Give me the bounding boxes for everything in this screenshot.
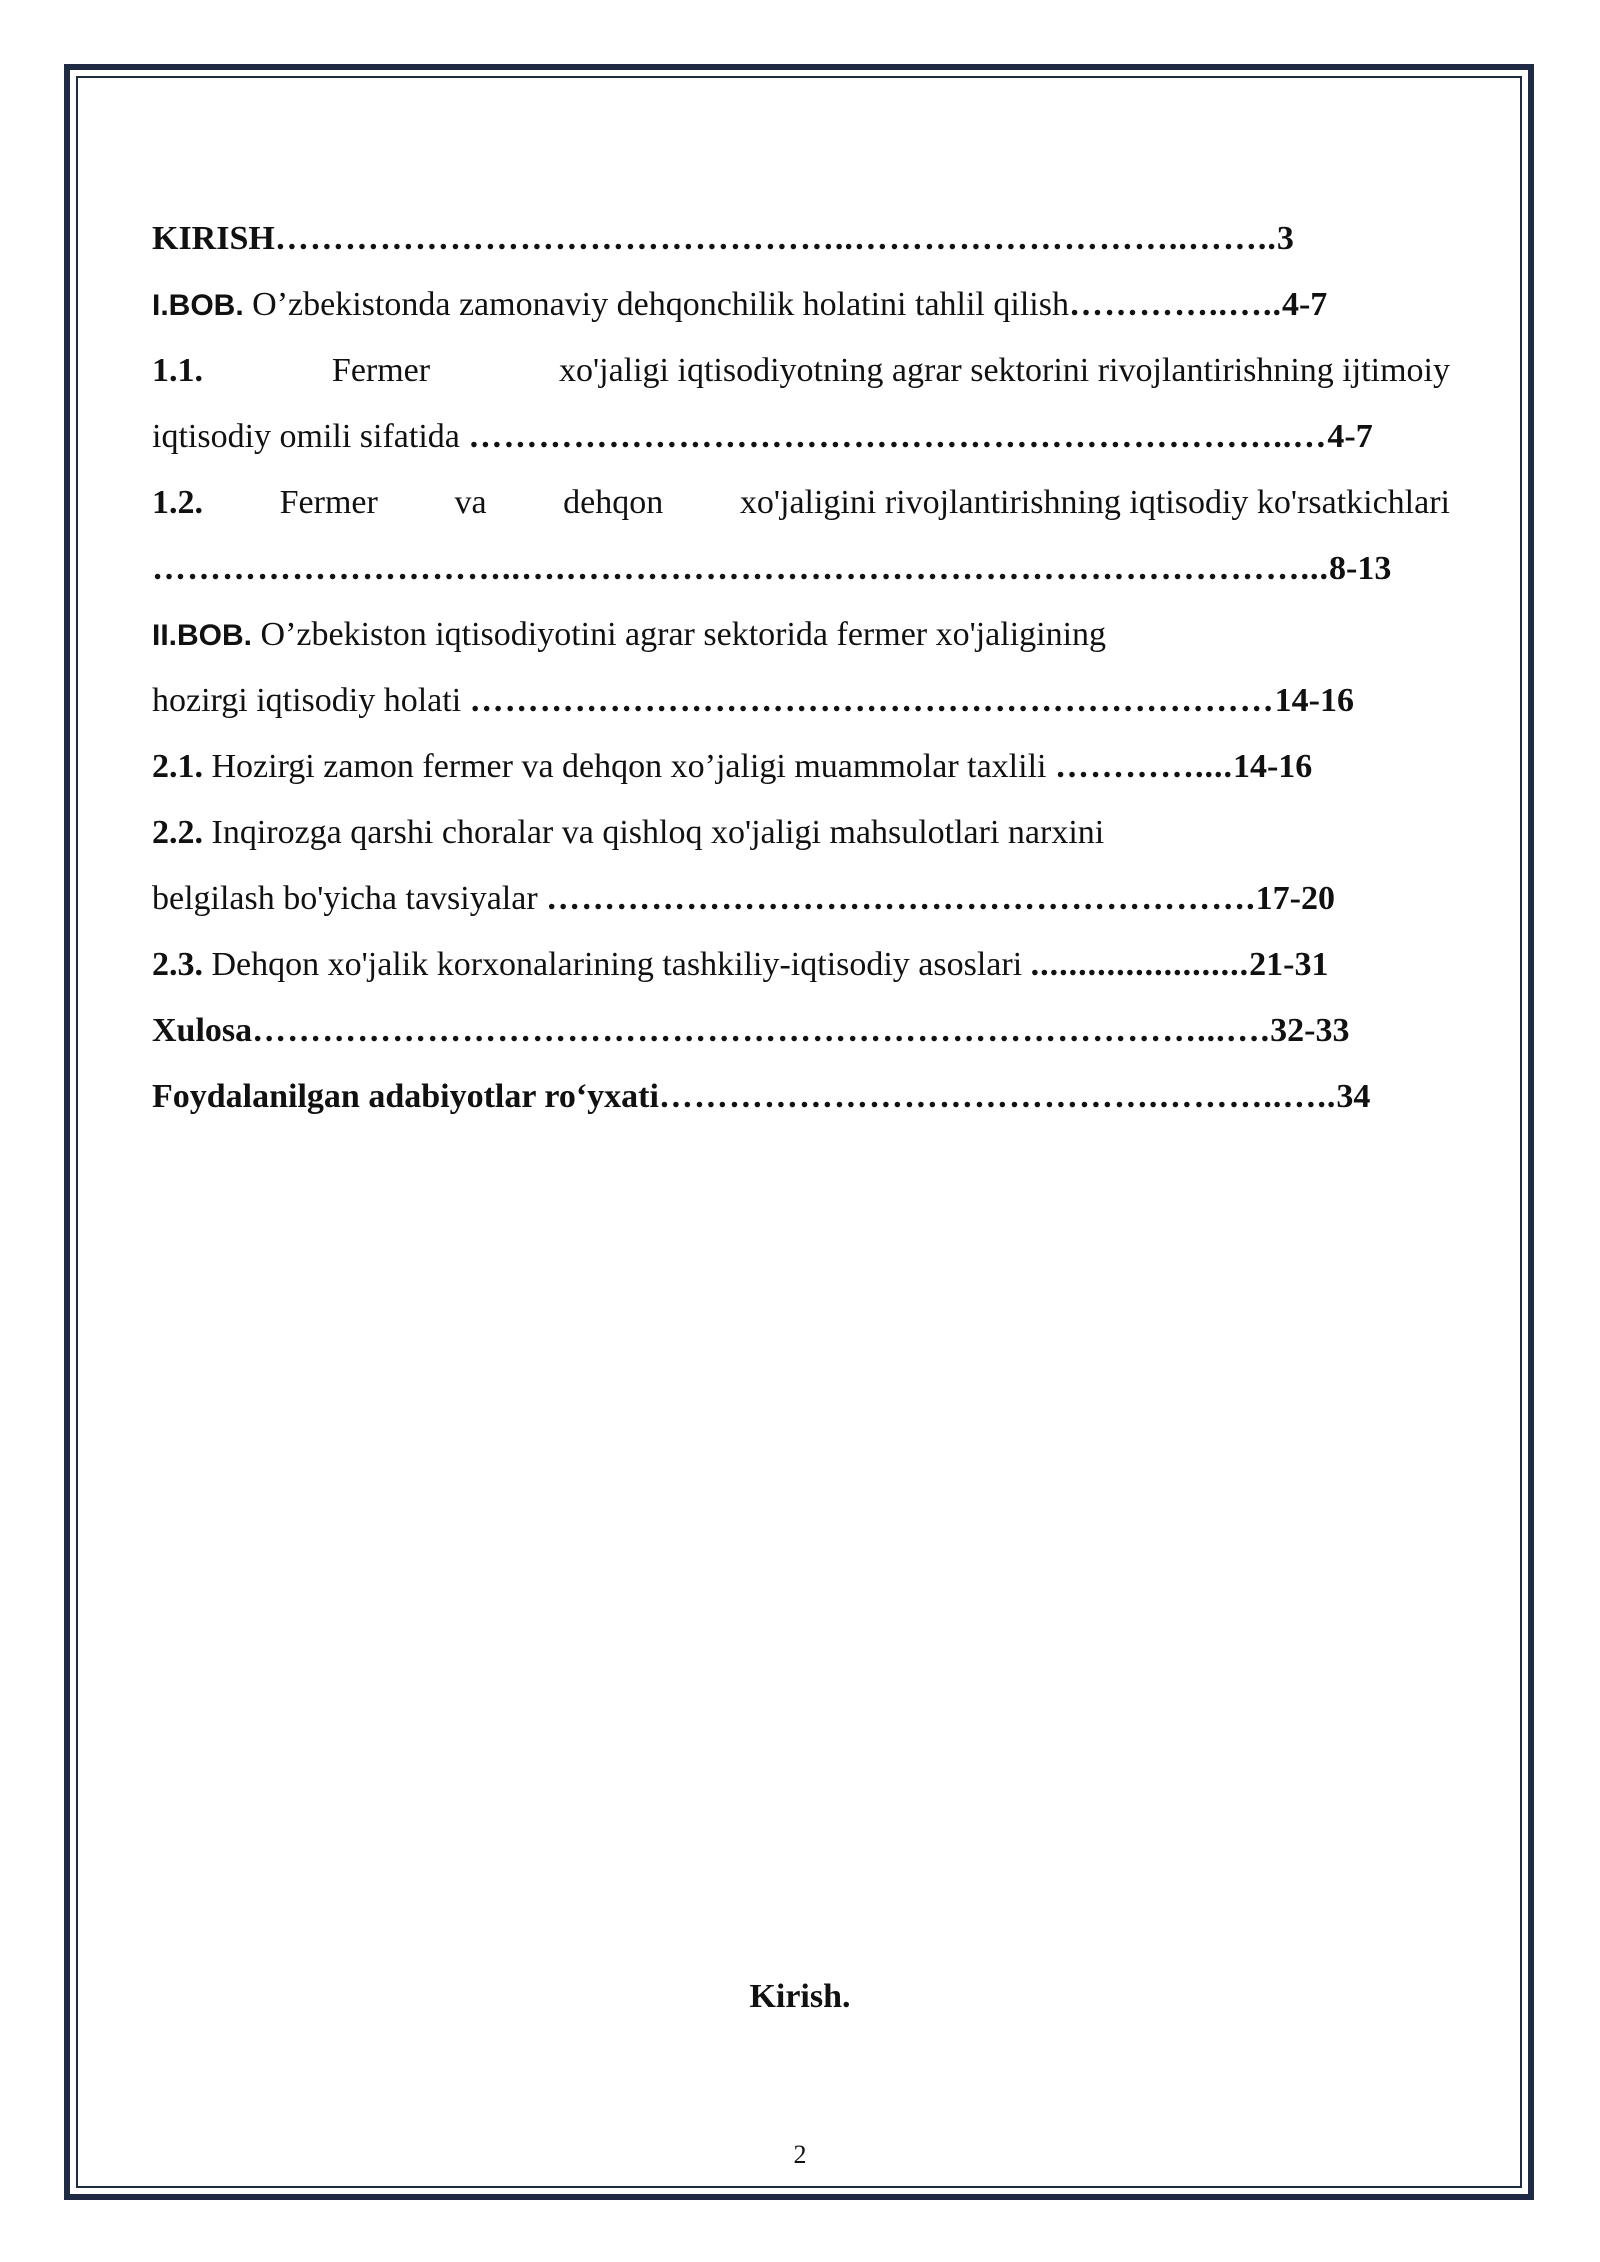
section-heading: Kirish.: [749, 1978, 851, 2015]
toc-page: 4-7: [1327, 418, 1373, 455]
toc-entry-1-1-line1: [152, 354, 1450, 388]
toc-title: hozirgi iqtisodiy holati: [152, 682, 470, 719]
toc-title-word: xo'jaligi iqtisodiyotning agrar sektorini rivojlantirishning ijtimoiy: [559, 352, 1450, 389]
toc-title-word: xo'jaligini rivojlantirishning iqtisodiy ko'rsatkichlari: [739, 484, 1450, 521]
toc-entry-xulosa: [152, 1014, 1450, 1048]
toc-title-word: dehqon: [563, 484, 664, 521]
toc-title-word: Fermer: [331, 352, 431, 389]
page-border-inner: [76, 76, 1522, 2188]
toc-dots: …………………………………….………..…..: [658, 1078, 1337, 1115]
toc-dots: ………………………………………………………………………...….: [252, 1012, 1271, 1049]
toc-page: 34: [1336, 1078, 1371, 1115]
toc-entry-1-2-line2: [152, 552, 1450, 586]
toc-dots: …………....: [1054, 748, 1233, 785]
toc-dots: ……………………………………………………………: [469, 682, 1275, 719]
toc-entry-2-3: [152, 948, 1450, 982]
toc-dots: .......................: [1030, 946, 1250, 983]
toc-dots: ……………………………………………………………..…: [468, 418, 1328, 455]
toc-label: Foydalanilgan adabiyotlar ro‘yxati: [152, 1078, 659, 1115]
toc-title: Inqirozga qarshi choralar va qishloq xo'jaligi mahsulotlari narxini: [203, 814, 1105, 851]
toc-entry-bob2-line2: [152, 684, 1450, 718]
toc-title: Dehqon xo'jalik korxonalarining tashkiliy-iqtisodiy asoslari: [203, 946, 1031, 983]
toc-page: 14-16: [1274, 682, 1354, 719]
toc-title: O’zbekistonda zamonaviy dehqonchilik holatini tahlil qilish: [243, 286, 1069, 323]
toc-section-number: 1.1.: [152, 352, 203, 389]
toc-page: 4-7: [1281, 286, 1328, 323]
toc-dots: …………..…..: [1068, 286, 1282, 323]
toc-entry-kirish: [152, 222, 1450, 256]
toc-dots: …………………………………………..………………………..……..: [274, 220, 1277, 257]
toc-title-word: va: [454, 484, 487, 521]
toc-page: 3: [1276, 220, 1294, 257]
toc-label: KIRISH: [152, 220, 275, 257]
toc-chapter-prefix: I.BOB.: [152, 289, 244, 322]
page-number: 2: [793, 2140, 807, 2169]
toc-section-number: 2.1.: [152, 748, 203, 785]
toc-dots: …………………………………………………….: [546, 880, 1256, 917]
toc-title: O’zbekiston iqtisodiyotini agrar sektorida fermer xo'jaligining: [252, 616, 1107, 653]
toc-page: 8-13: [1329, 550, 1392, 587]
toc-page: 21-31: [1249, 946, 1329, 983]
toc-section-number: 2.3.: [152, 946, 203, 983]
toc-chapter-prefix: II.BOB.: [152, 619, 253, 652]
toc-section-number: 2.2.: [152, 814, 203, 851]
toc-entry-bob1: [152, 288, 1450, 322]
toc-page: 32-33: [1270, 1012, 1350, 1049]
toc-page: 14-16: [1232, 748, 1313, 785]
toc-title-word: Fermer: [279, 484, 378, 521]
toc-dots: …………………………..….………………………………………………………...: [152, 550, 1329, 587]
toc-title: Hozirgi zamon fermer va dehqon xo’jaligi muammolar taxlili: [203, 748, 1055, 785]
toc-entry-2-1: [152, 750, 1450, 784]
toc-entry-adabiyotlar: [152, 1080, 1450, 1114]
toc-section-number: 1.2.: [152, 484, 203, 521]
toc-title: iqtisodiy omili sifatida: [152, 418, 469, 455]
toc-title: belgilash bo'yicha tavsiyalar: [152, 880, 547, 917]
toc-entry-2-2-line2: [152, 882, 1450, 916]
toc-label: Xulosa: [152, 1012, 253, 1049]
toc-entry-bob2-line1: [152, 618, 1450, 652]
toc-page: 17-20: [1255, 880, 1335, 917]
toc-entry-1-1-line2: [152, 420, 1450, 454]
toc-entry-1-2-line1: [152, 486, 1450, 520]
toc-entry-2-2-line1: [152, 816, 1450, 850]
